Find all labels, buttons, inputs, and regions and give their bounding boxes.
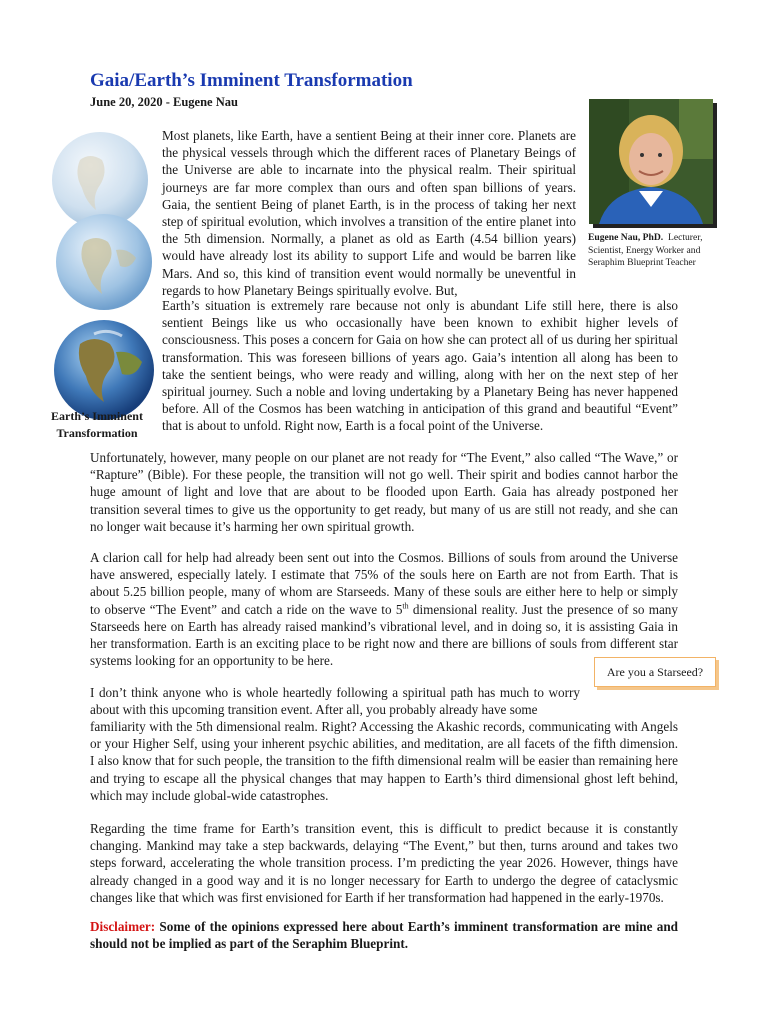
disclaimer-text: Some of the opinions expressed here about Earth’s imminent transformation are mine and should not be implied as part of the Seraphim Blueprint. — [90, 919, 678, 952]
author-name: Eugene Nau, PhD. — [588, 232, 664, 243]
paragraph-4-wrapped: I don’t think anyone who is whole heartedly following a spiritual path has much to worry about with this upcoming transition event. After all, you probably already have some — [90, 685, 580, 718]
disclaimer-label: Disclaimer: — [90, 919, 156, 934]
paragraph-2: Unfortunately, however, many people on our planet are not ready for “The Event,” also called “The Wave,” or “Rapture” (Bible). For these people, the transition will not go well. Their spirit and bodies cannot harbor the huge amount of light and love that are about to be flooded upon Earth. Gaia has already postponed her transition several times to give us the opportunity to get ready, but many of us are still not ready, and she can no longer wait because it’s harming her own spiritual growth. — [90, 450, 678, 534]
paragraph-1-wrapped: Most planets, like Earth, have a sentient Being at their inner core. Planets are the physical vessels through which the different races of Planetary Beings of the Universe are able to incarnate into the physical realm. Their spiritual journeys are far more complex than ours and often span billions of years. Gaia, the sentient Being of planet Earth, is in the process of taking her next step of spiritual evolution, which involves a transition of the entire planet into the 5th dimension. Normally, a planet as old as Earth (4.54 billion years) would have already lost its ability to support Life and would be barren like Mars. And so, this kind of transition event would normally be uneventful in regards to how Planetary Beings spiritually evolve. But, — [162, 128, 576, 298]
author-photo — [589, 99, 713, 224]
globe-caption: Earth’s Imminent Transformation — [51, 409, 143, 440]
paragraph-3 — [90, 549, 678, 669]
paragraph-4-continued: familiarity with the 5th dimensional realm. Right? Accessing the Akashic records, communicating with Angels or your Higher Self, using your inherent psychic abilities, and meditation, are all facets of the fifth dimension. I also know that for such people, the transition to the fifth dimensional realm will be easier than remaining here and trying to escape all the physical changes that may happen to Earth’s third dimensional ghost left behind, which may include global-wide catastrophes. — [90, 719, 678, 803]
paragraph-3-end: dimensional reality. Just the presence of so many Starseeds here on Earth has already raised mankind’s vibrational level, and in doing so, it is assisting Gaia in her transformation. Earth is an exciting place to be right now and there are billions of souls from different star systems looking for an opportunity to be here. — [90, 601, 678, 669]
dateline: June 20, 2020 - Eugene Nau — [90, 95, 238, 109]
page-title: Gaia/Earth’s Imminent Transformation — [90, 70, 413, 91]
disclaimer — [90, 918, 678, 952]
paragraph-3-start: A clarion call for help had already been sent out into the Cosmos. Billions of souls from around the Universe have answered, especially lately. I estimate that 75% of the souls here on Earth are not from Earth. That is about 5.25 billion people, many of whom are Starseeds. Many of these souls are either here to help or simply to observe “The Event” and catch a ride on the wave to 5 — [90, 550, 678, 617]
author-caption — [588, 232, 720, 270]
paragraph-5: Regarding the time frame for Earth’s transition event, this is difficult to predict because it is constantly changing. Mankind may take a step backwards, delaying “The Event,” but then, turns around and takes two steps forward, accelerating the whole transition process. I’m predicting the year 2026. However, things have already changed in a good way and it is no longer necessary for Earth to undergo the degree of cataclysmic changes like that which was first envisioned for Earth if her transformation had happened in the early-1970s. — [90, 821, 678, 905]
starseed-callout: Are you a Starseed? — [594, 657, 716, 687]
ordinal-suffix: th — [402, 601, 409, 611]
author-description: Lecturer, Scientist, Energy Worker and Seraphim Blueprint Teacher — [588, 232, 703, 268]
earth-globe-icon — [50, 130, 154, 420]
earth-globes-image — [50, 130, 154, 420]
paragraph-1-continued: Earth’s situation is extremely rare because not only is abundant Life still here, there is also sentient Beings like us who occasionally have been known to exhibit higher levels of consciousness. This poses a concern for Gaia on how she can protect all of us during her spiritual transformation. This was foreseen billions of years ago. Gaia’s intention all along has been to take the sentient beings, who were ready and willing, along with her on the next step of her spiritual journey. Such a noble and loving undertaking by a Planetary Being has never happened before. All of the Cosmos has been watching in anticipation of this grand and beautiful “Event” that is about to unfold. Right now, Earth is a focal point of the Universe. — [162, 298, 678, 434]
